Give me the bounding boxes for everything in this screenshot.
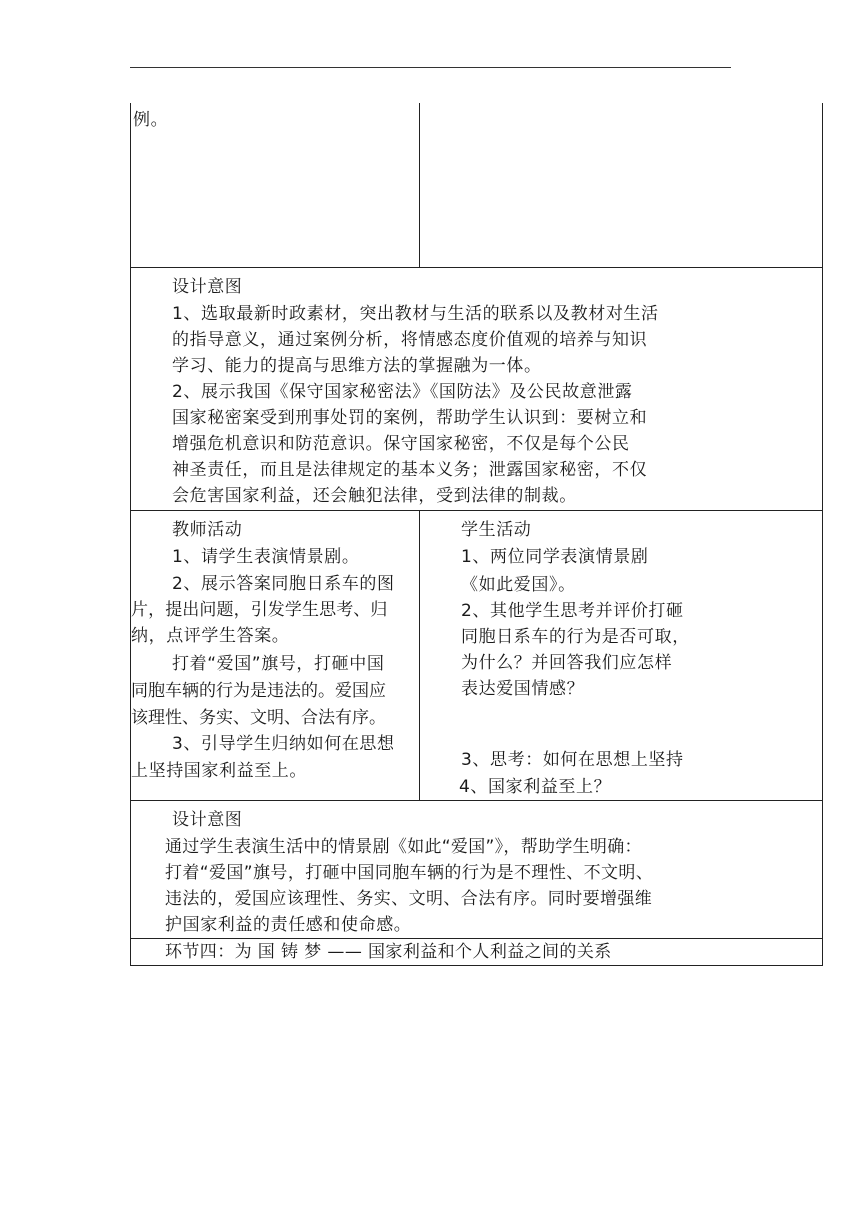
design-intent-line: 打着“爱国”旗号，打砸中国同胞车辆的行为是不理性、不文明、 <box>165 863 654 883</box>
student-activity-line: 为什么？并回答我们应怎样 <box>461 653 673 673</box>
student-activity-line: 4、国家利益至上？ <box>459 777 612 797</box>
design-intent-line: 1、选取最新时政素材，突出教材与生活的联系以及教材对生活 <box>172 304 659 324</box>
teacher-activity-line: 1、请学生表演情景剧。 <box>172 547 360 567</box>
design-intent-line: 违法的，爱国应该理性、务实、文明、合法有序。同时要增强维 <box>165 889 653 909</box>
table-bottom-border <box>130 965 823 966</box>
student-activity-line: 《如此爱国》。 <box>461 575 576 595</box>
design-intent-line: 2、展示我国《保守国家秘密法》《国防法》及公民故意泄露 <box>172 382 633 402</box>
design-intent-line: 神圣责任，而且是法律规定的基本义务；泄露国家秘密，不仅 <box>172 460 648 480</box>
student-activity-line: 3、思考：如何在思想上坚持 <box>461 750 684 770</box>
design-intent-line: 的指导意义，通过案例分析，将情感态度价值观的培养与知识 <box>172 330 648 350</box>
teacher-activity-line: 纳，点评学生答案。 <box>131 626 290 646</box>
teacher-activity-line: 打着“爱国”旗号，打砸中国 <box>172 654 385 674</box>
table-left-border <box>130 103 131 966</box>
teacher-activity-line: 3、引导学生归纳如何在思想 <box>172 734 395 754</box>
teacher-activity-heading: 教师活动 <box>172 520 243 540</box>
student-activity-line: 1、两位同学表演情景剧 <box>461 547 649 567</box>
teacher-activity-line: 上坚持国家利益至上。 <box>131 761 307 781</box>
design-intent-line: 学习、能力的提高与思维方法的掌握融为一体。 <box>172 356 542 376</box>
student-activity-line: 2、其他学生思考并评价打砸 <box>461 601 684 621</box>
teacher-activity-line: 该理性、务实、文明、合法有序。 <box>131 708 386 728</box>
continuation-text: 例。 <box>133 110 169 130</box>
design-intent-line: 会危害国家利益，还会触犯法律，受到法律的制裁。 <box>172 486 577 506</box>
column-divider-top <box>419 103 420 267</box>
design-intent-line: 通过学生表演生活中的情景剧《如此“爱国”》，帮助学生明确： <box>165 837 642 857</box>
table-right-border <box>822 103 823 966</box>
column-divider-middle <box>419 510 420 800</box>
row-divider-1 <box>130 267 823 268</box>
teacher-activity-line: 片，提出问题，引发学生思考、归 <box>131 600 388 620</box>
row-divider-2 <box>130 510 823 511</box>
design-intent-line: 护国家利益的责任感和使命感。 <box>165 915 412 935</box>
teacher-activity-line: 同胞车辆的行为是违法的。爱国应 <box>131 681 386 701</box>
student-activity-line: 同胞日系车的行为是否可取， <box>461 627 690 647</box>
section-title: 环节四：为 国 铸 梦 —— 国家利益和个人利益之间的关系 <box>165 942 612 962</box>
design-intent-line: 国家秘密案受到刑事处罚的案例，帮助学生认识到：要树立和 <box>172 408 648 428</box>
design-intent-line: 增强危机意识和防范意识。保守国家秘密，不仅是每个公民 <box>172 434 630 454</box>
student-activity-line: 表达爱国情感？ <box>461 679 585 699</box>
student-activity-heading: 学生活动 <box>461 520 532 540</box>
row-divider-3 <box>130 800 823 801</box>
header-rule <box>130 67 731 68</box>
teacher-activity-line: 2、展示答案同胞日系车的图 <box>172 574 395 594</box>
design-intent-heading: 设计意图 <box>172 810 243 830</box>
design-intent-heading: 设计意图 <box>172 277 243 297</box>
